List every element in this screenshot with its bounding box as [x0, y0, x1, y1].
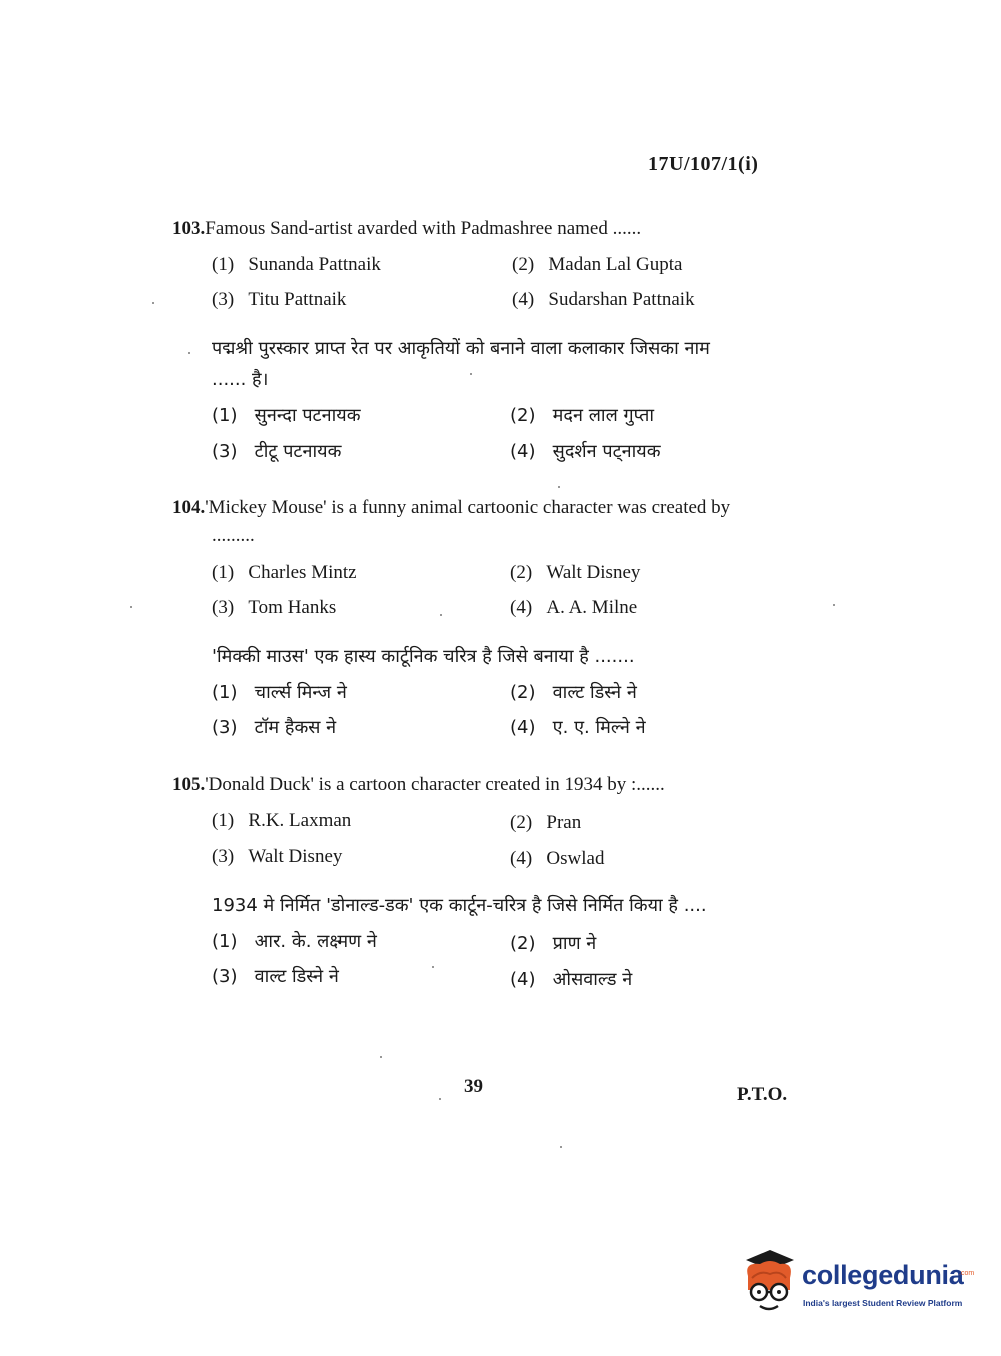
- option-hi-1: (1) सुनन्दा पटनायक: [212, 405, 361, 426]
- question-number: 105.: [172, 774, 206, 795]
- scan-speck: [130, 606, 132, 608]
- option-hi-3: (3) टीटू पटनायक: [212, 441, 342, 462]
- scan-speck: [470, 373, 472, 375]
- question-stem-en: [172, 218, 641, 240]
- logo-name: collegedunia: [802, 1260, 964, 1290]
- paper-code: 17U/107/1(i): [648, 153, 759, 175]
- scan-speck: [560, 1146, 562, 1148]
- mascot-icon: [740, 1248, 800, 1316]
- option-en-3: (3) Tom Hanks: [212, 597, 337, 618]
- question-text: 'Mickey Mouse' is a funny animal cartoonic character was created by: [205, 497, 731, 518]
- option-en-3: (3) Titu Pattnaik: [212, 289, 347, 310]
- scan-speck: [439, 1098, 441, 1100]
- option-en-4: (4) A. A. Milne: [510, 597, 638, 618]
- option-en-2: (2) Walt Disney: [510, 562, 641, 583]
- option-hi-4: (4) सुदर्शन पट्नायक: [510, 441, 661, 462]
- scan-speck: [380, 1056, 382, 1058]
- scan-speck: [432, 966, 434, 968]
- question-stem-hi: 'मिक्की माउस' एक हास्य कार्टूनिक चरित्र है जिसे बनाया है .......: [212, 646, 635, 667]
- option-hi-4: (4) ए. ए. मिल्ने ने: [510, 717, 646, 738]
- collegedunia-logo: [740, 1248, 975, 1320]
- logo-tagline: India's largest Student Review Platform: [803, 1298, 963, 1308]
- pto-label: P.T.O.: [737, 1084, 788, 1105]
- question-number: 104.: [172, 497, 206, 518]
- scan-speck: [833, 604, 835, 606]
- question-stem-hi-line2: ...... है।: [212, 369, 269, 390]
- option-hi-2: (2) वाल्ट डिस्ने ने: [510, 682, 637, 703]
- page-number: 39: [464, 1076, 483, 1097]
- option-en-1: (1) R.K. Laxman: [212, 810, 352, 831]
- option-hi-3: (3) वाल्ट डिस्ने ने: [212, 966, 339, 987]
- question-stem-en: [172, 774, 665, 796]
- scan-speck: [440, 614, 442, 616]
- question-text: Famous Sand-artist avarded with Padmashree named ......: [205, 218, 642, 239]
- question-stem-en-line2: .........: [212, 525, 255, 546]
- option-hi-1: (1) आर. के. लक्ष्मण ने: [212, 931, 377, 952]
- question-stem-en-line1: [172, 497, 730, 519]
- question-stem-hi: 1934 मे निर्मित 'डोनाल्ड-डक' एक कार्टून-चरित्र है जिसे निर्मित किया है ....: [212, 895, 707, 916]
- scan-speck: [152, 302, 154, 304]
- option-en-2: (2) Madan Lal Gupta: [512, 254, 683, 275]
- option-en-1: (1) Sunanda Pattnaik: [212, 254, 381, 275]
- option-en-2: (2) Pran: [510, 812, 582, 833]
- logo-domain: .com: [959, 1270, 975, 1277]
- scan-speck: [188, 352, 190, 354]
- option-en-3: (3) Walt Disney: [212, 846, 343, 867]
- option-hi-4: (4) ओसवाल्ड ने: [510, 969, 633, 990]
- question-text: 'Donald Duck' is a cartoon character created in 1934 by :......: [205, 774, 665, 795]
- scan-speck: [558, 486, 560, 488]
- question-number: 103.: [172, 218, 206, 239]
- option-hi-3: (3) टॉम हैकस ने: [212, 717, 337, 738]
- option-hi-2: (2) प्राण ने: [510, 933, 597, 954]
- option-en-1: (1) Charles Mintz: [212, 562, 357, 583]
- option-hi-1: (1) चार्ल्स मिन्ज ने: [212, 682, 347, 703]
- option-hi-2: (2) मदन लाल गुप्ता: [510, 405, 655, 426]
- option-en-4: (4) Oswlad: [510, 848, 605, 869]
- question-stem-hi-line1: पद्मश्री पुरस्कार प्राप्त रेत पर आकृतियों को बनाने वाला कलाकार जिसका नाम: [212, 338, 710, 359]
- option-en-4: (4) Sudarshan Pattnaik: [512, 289, 695, 310]
